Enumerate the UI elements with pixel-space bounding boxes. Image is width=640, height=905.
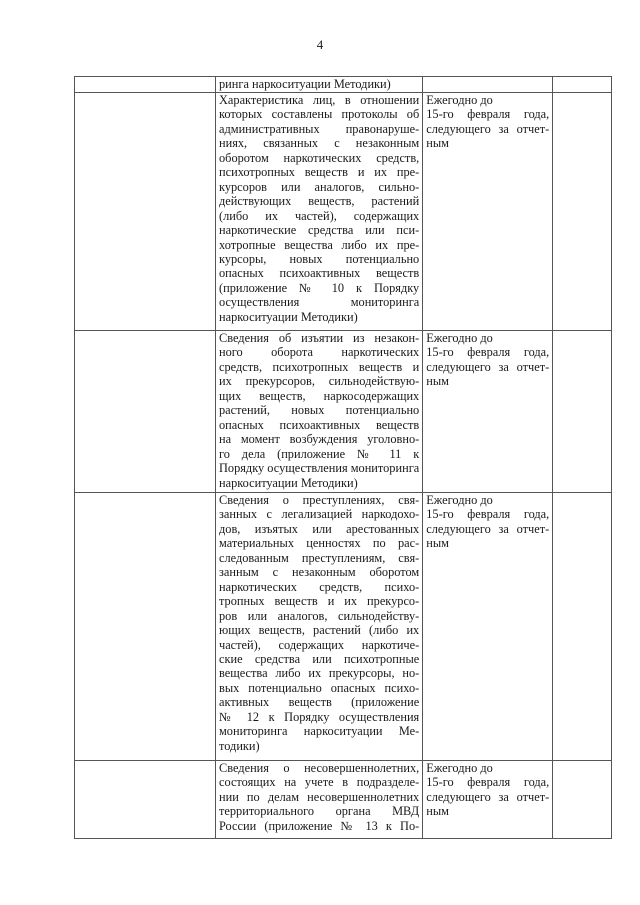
deadline-cell [423,93,553,331]
description-line: Сведения о несовершеннолетних, [219,761,420,775]
description-line: вещества либо их прекурсоры, но- [219,666,420,681]
description-line: мониторинга наркоситуации Ме- [219,724,420,739]
deadline-line: следующего за отчет- [426,121,550,136]
table-row [75,77,612,93]
deadline-line: Ежегодно до [426,493,493,507]
description-cell [216,761,423,839]
description-line: Характеристика лиц, в отношении [219,93,420,107]
table-cell-empty [75,493,216,761]
description-line: которых составлены протоколы об [219,107,420,122]
description-line: наркоситуации Методики) [219,309,358,324]
description-cell [216,77,423,93]
description-line: их прекурсоров, сильнодействую- [219,374,420,389]
description-line: ские средства или психотропные [219,651,420,666]
description-line: состоящих на учете в подразделе- [219,775,420,790]
description-line: тропных веществ и их прекурсо- [219,594,420,609]
description-line: наркотические средства или пси- [219,223,420,238]
description-line: наркотических средств, психо- [219,579,420,594]
description-line: го дела (приложение № 11 к [219,446,420,461]
description-line: (приложение № 10 к Порядку [219,280,420,295]
description-line: опасных психоактивных веществ [219,417,420,432]
description-line: частей), содержащих наркотиче- [219,637,420,652]
description-cell [216,93,423,331]
description-line: действующих веществ, растений [219,194,420,209]
description-line: растений, новых потенциально [219,403,420,418]
page-number: 4 [316,37,324,52]
table-cell-empty [75,761,216,839]
description-line: хотропные вещества либо их пре- [219,237,420,252]
description-line: на момент возбуждения уголовно- [219,432,420,447]
description-line: ров или аналогов, сильнодейству- [219,608,420,623]
deadline-line: ным [426,536,449,551]
reporting-table [74,76,612,839]
description-line: щих веществ, наркосодержащих [219,388,420,403]
description-line: занных с легализацией наркодохо- [219,507,420,522]
description-line: территориального органа МВД [219,804,420,819]
description-line: тодики) [219,738,260,753]
table-cell-empty [553,493,612,761]
deadline-cell [423,77,553,93]
table-cell-empty [553,77,612,93]
description-cell [216,493,423,761]
description-line: ного оборота наркотических [219,345,420,360]
deadline-line: Ежегодно до [426,331,493,345]
deadline-line: Ежегодно до [426,761,493,775]
description-line: оборотом наркотических средств, [219,150,420,165]
table-cell-empty [553,93,612,331]
description-line: (либо их частей), содержащих [219,208,420,223]
description-line: ринга наркоситуации Методики) [219,77,391,91]
deadline-cell [423,493,553,761]
description-line: нии по делам несовершеннолетних [219,789,420,804]
table-cell-empty [553,761,612,839]
description-cell [216,331,423,493]
deadline-line: 15-го февраля года, [426,107,550,122]
description-line: курсоров или аналогов, сильно- [219,179,420,194]
table-row [75,493,612,761]
description-line: Сведения об изъятии из незакон- [219,331,420,345]
deadline-cell [423,761,553,839]
table-row [75,761,612,839]
description-line: России (приложение № 13 к По- [219,818,420,833]
table-cell-empty [75,77,216,93]
description-line: занным с незаконным оборотом [219,565,420,580]
table-cell-empty [75,331,216,493]
description-line: активных веществ (приложение [219,695,420,710]
description-line: Сведения о преступлениях, свя- [219,493,420,507]
deadline-line: 15-го февраля года, [426,345,550,360]
description-line: материальных ценностях по рас- [219,536,420,551]
table-cell-empty [553,331,612,493]
deadline-line: Ежегодно до [426,93,493,107]
description-line: следованным преступлениям, свя- [219,550,420,565]
table-row [75,93,612,331]
description-line: вых потенциально опасных психо- [219,680,420,695]
deadline-line: следующего за отчет- [426,789,550,804]
table-cell-empty [75,93,216,331]
deadline-line: ным [426,136,449,151]
deadline-line: ным [426,804,449,819]
description-line: дов, изъятых или арестованных [219,521,420,536]
deadline-line: ным [426,374,449,389]
description-line: наркоситуации Методики) [219,475,358,490]
deadline-line: 15-го февраля года, [426,775,550,790]
description-line: осуществления мониторинга [219,295,420,310]
description-line: курсоры, новых потенциально [219,251,420,266]
description-line: Порядку осуществления мониторинга [219,461,420,476]
description-line: психотропных веществ и их пре- [219,165,420,180]
deadline-line: 15-го февраля года, [426,507,550,522]
description-line: ющих веществ, растений (либо их [219,623,420,638]
description-line: административных правонаруше- [219,121,420,136]
description-line: опасных психоактивных веществ [219,266,420,281]
deadline-line: следующего за отчет- [426,359,550,374]
table-row [75,331,612,493]
deadline-line: следующего за отчет- [426,521,550,536]
deadline-cell [423,331,553,493]
description-line: ниях, связанных с незаконным [219,136,420,151]
description-line: средств, психотропных веществ и [219,359,420,374]
description-line: № 12 к Порядку осуществления [219,709,420,724]
